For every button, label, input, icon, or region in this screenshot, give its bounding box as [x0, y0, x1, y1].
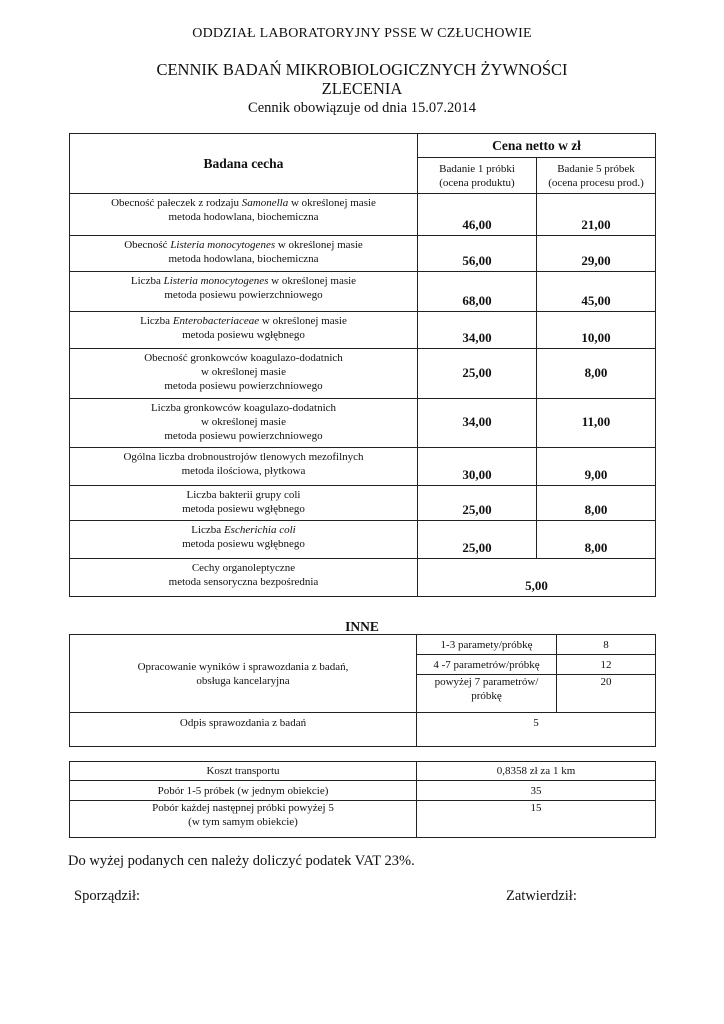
document-title [0, 60, 724, 98]
opracowanie-cell: Opracowanie wyników i sprawozdania z badań, obsługa kancelaryjna [70, 635, 417, 713]
feature-cell: Liczba bakterii grupy coli metoda posiewu wgłębnego [70, 486, 418, 521]
price-five: 8,00 [537, 349, 656, 399]
feature-cell: Obecność gronkowców koagulazo-dodatnich w określonej masie metoda posiewu powierzchniowego [70, 349, 418, 399]
tier-price: 20 [557, 675, 656, 713]
header-five-samples [537, 158, 656, 194]
price-single: 30,00 [418, 448, 537, 486]
transport-label: Koszt transportu [70, 762, 417, 781]
transport-label: Pobór każdej następnej próbki powyżej 5 (w tym samym obiekcie) [70, 801, 417, 838]
transport-price: 15 [417, 801, 656, 838]
price-five: 10,00 [537, 312, 656, 349]
feature-cell: Liczba Listeria monocytogenes w określonej masie metoda posiewu powierzchniowego [70, 272, 418, 312]
price-five: 9,00 [537, 448, 656, 486]
table-row [70, 312, 656, 349]
transport-label: Pobór 1-5 próbek (w jednym obiekcie) [70, 781, 417, 801]
validity-date: Cennik obowiązuje od dnia 15.07.2014 [248, 100, 476, 116]
feature-cell: Obecność pałeczek z rodzaju Samonella w określonej masie metoda hodowlana, biochemiczna [70, 194, 418, 236]
feature-cell: Liczba Escherichia coli metoda posiewu wgłębnego [70, 521, 418, 559]
title-line-2: ZLECENIA [321, 79, 403, 98]
section-title-inne: INNE [345, 619, 379, 634]
tier-label: 4 -7 parametrów/próbkę [417, 655, 557, 675]
table-row [70, 801, 656, 838]
table-row [70, 521, 656, 559]
price-five: 45,00 [537, 272, 656, 312]
tier-price: 12 [557, 655, 656, 675]
odpis-price: 5 [417, 713, 656, 747]
header-single-line1: Badanie 1 próbki [439, 162, 515, 175]
table-row [70, 349, 656, 399]
price-table [69, 133, 656, 597]
tier-label: powyżej 7 parametrów/ próbkę [417, 675, 557, 713]
odpis-label: Odpis sprawozdania z badań [70, 713, 417, 747]
table-row [70, 448, 656, 486]
table-row [70, 399, 656, 448]
table-row [70, 713, 656, 747]
header-price: Cena netto w zł [418, 134, 656, 158]
table-row [70, 635, 656, 655]
price-single: 34,00 [418, 312, 537, 349]
feature-cell: Ogólna liczba drobnoustrojów tlenowych mezofilnych metoda ilościowa, płytkowa [70, 448, 418, 486]
table-row [70, 486, 656, 521]
feature-cell: Liczba gronkowców koagulazo-dodatnich w określonej masie metoda posiewu powierzchniowego [70, 399, 418, 448]
title-line-1: CENNIK BADAŃ MIKROBIOLOGICZNYCH ŻYWNOŚCI [156, 60, 568, 79]
header-single-sample [418, 158, 537, 194]
price-single: 56,00 [418, 236, 537, 272]
price-organoleptic: 5,00 [418, 559, 656, 597]
table-row [70, 781, 656, 801]
prepared-by-label: Sporządził: [74, 888, 141, 904]
table-row [70, 194, 656, 236]
table-row [70, 559, 656, 597]
transport-price: 35 [417, 781, 656, 801]
price-five: 11,00 [537, 399, 656, 448]
vat-note: Do wyżej podanych cen należy doliczyć podatek VAT 23%. [68, 853, 415, 869]
price-single: 68,00 [418, 272, 537, 312]
table-row [70, 762, 656, 781]
price-single: 46,00 [418, 194, 537, 236]
price-five: 8,00 [537, 486, 656, 521]
approved-by-label: Zatwierdził: [506, 888, 577, 904]
price-single: 25,00 [418, 521, 537, 559]
transport-price: 0,8358 zł za 1 km [417, 762, 656, 781]
feature-cell: Cechy organoleptyczne metoda sensoryczna bezpośrednia [70, 559, 418, 597]
lab-name: ODDZIAŁ LABORATORYJNY PSSE W CZŁUCHOWIE [192, 26, 532, 41]
table-row [70, 236, 656, 272]
price-single: 25,00 [418, 486, 537, 521]
tier-price: 8 [557, 635, 656, 655]
header-single-line2: (ocena produktu) [439, 176, 515, 189]
header-feature: Badana cecha [70, 134, 418, 194]
feature-cell: Liczba Enterobacteriaceae w określonej masie metoda posiewu wgłębnego [70, 312, 418, 349]
tier-label: 1-3 paramety/próbkę [417, 635, 557, 655]
other-fees-table [69, 634, 656, 747]
header-five-line1: Badanie 5 próbek [557, 162, 635, 175]
table-row [70, 272, 656, 312]
price-five: 21,00 [537, 194, 656, 236]
feature-cell: Obecność Listeria monocytogenes w określonej masie metoda hodowlana, biochemiczna [70, 236, 418, 272]
header-five-line2: (ocena procesu prod.) [548, 176, 644, 189]
price-five: 29,00 [537, 236, 656, 272]
price-five: 8,00 [537, 521, 656, 559]
transport-table [69, 761, 656, 838]
price-single: 25,00 [418, 349, 537, 399]
price-single: 34,00 [418, 399, 537, 448]
